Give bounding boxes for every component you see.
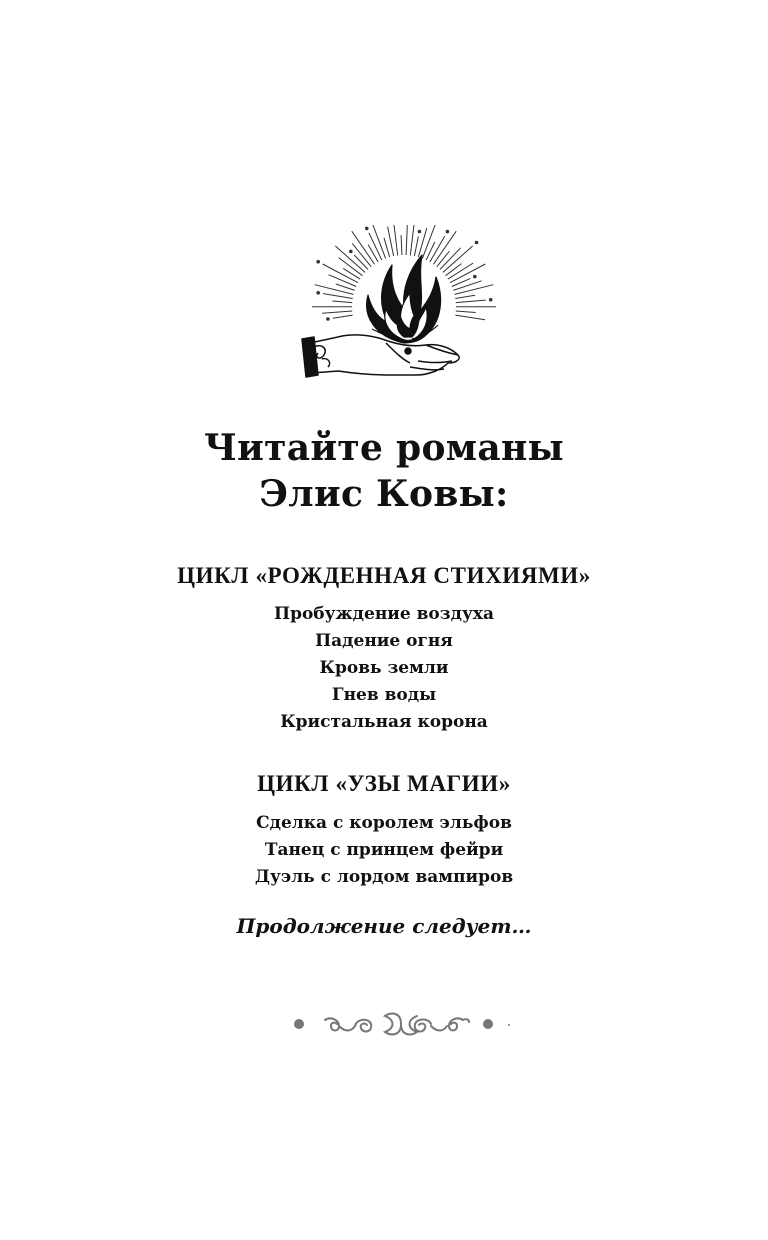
list-item: Кровь земли <box>319 658 449 678</box>
list-item: Дуэль с лордом вампиров <box>254 867 514 887</box>
series-title-elemental: ЦИКЛ «РОЖДЕННАЯ СТИХИЯМИ» <box>177 563 591 588</box>
continued-note: Продолжение следует… <box>236 914 532 938</box>
page-title-line-2: Элис Ковы: <box>259 473 509 515</box>
list-item: Сделка с королем эльфов <box>256 813 512 833</box>
list-item: Кристальная корона <box>280 712 488 732</box>
list-item: Танец с принцем фейри <box>264 840 504 860</box>
flourish-divider-icon <box>287 1006 517 1042</box>
page-title-line-1: Читайте романы <box>203 427 565 469</box>
list-item: Гнев воды <box>331 685 437 705</box>
hand-holding-flame-icon <box>292 225 508 385</box>
list-item: Пробуждение воздуха <box>274 604 494 624</box>
book-list-elemental <box>0 601 768 736</box>
series-title-magic-bonds: ЦИКЛ «УЗЫ МАГИИ» <box>257 771 511 796</box>
list-item: Падение огня <box>315 631 453 651</box>
book-list-magic-bonds <box>0 810 768 891</box>
